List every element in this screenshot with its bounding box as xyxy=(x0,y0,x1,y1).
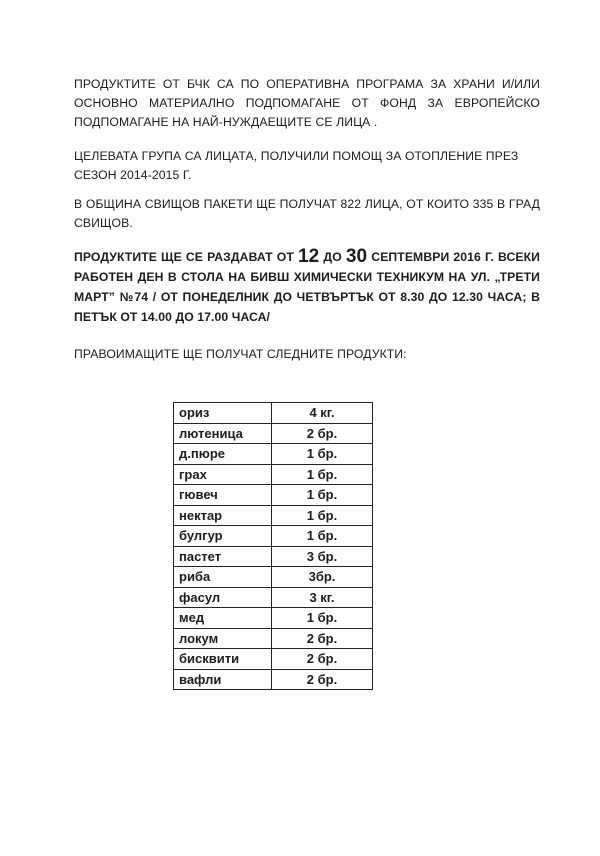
product-qty-cell: 1 бр. xyxy=(272,444,373,465)
table-row xyxy=(174,526,373,547)
schedule-text-b: ДО xyxy=(319,250,346,264)
product-qty-cell: 2 бр. xyxy=(272,628,373,649)
product-name-cell: фасул xyxy=(174,587,272,608)
table-row xyxy=(174,444,373,465)
table-row xyxy=(174,669,373,690)
paragraph-products-intro: ПРАВОИМАЩИТЕ ЩЕ ПОЛУЧАТ СЛЕДНИТЕ ПРОДУКТИ: xyxy=(74,347,407,361)
product-qty-cell: 1 бр. xyxy=(272,505,373,526)
product-qty-cell: 2 бр. xyxy=(272,423,373,444)
table-row xyxy=(174,505,373,526)
paragraph-distribution-schedule xyxy=(74,247,540,327)
product-qty-cell: 2 бр. xyxy=(272,649,373,670)
table-row xyxy=(174,649,373,670)
product-name-cell: пастет xyxy=(174,546,272,567)
product-name-cell: мед xyxy=(174,608,272,629)
product-name-cell: бисквити xyxy=(174,649,272,670)
products-table-body xyxy=(174,403,373,690)
table-row xyxy=(174,485,373,506)
product-name-cell: локум xyxy=(174,628,272,649)
table-row xyxy=(174,546,373,567)
product-qty-cell: 1 бр. xyxy=(272,485,373,506)
product-name-cell: нектар xyxy=(174,505,272,526)
table-row xyxy=(174,567,373,588)
table-row xyxy=(174,464,373,485)
product-name-cell: лютеница xyxy=(174,423,272,444)
schedule-day-to: 30 xyxy=(345,246,368,267)
table-row xyxy=(174,403,373,424)
table-row xyxy=(174,587,373,608)
product-name-cell: д.пюре xyxy=(174,444,272,465)
product-name-cell: булгур xyxy=(174,526,272,547)
schedule-day-from: 12 xyxy=(298,246,320,267)
product-name-cell: грах xyxy=(174,464,272,485)
paragraph-recipients-count: В ОБЩИНА СВИЩОВ ПАКЕТИ ЩЕ ПОЛУЧАТ 822 ЛИЦА, ОТ КОИТО 335 В ГРАД СВИЩОВ. xyxy=(74,197,540,230)
product-qty-cell: 1 бр. xyxy=(272,464,373,485)
paragraph-program-info: ПРОДУКТИТЕ ОТ БЧК СА ПО ОПЕРАТИВНА ПРОГРАМА ЗА ХРАНИ И/ИЛИ ОСНОВНО МАТЕРИАЛНО ПОДПОМАГАНЕ ОТ ФОНД ЗА ЕВРОПЕЙСКО ПОДПОМАГАНЕ НА НАЙ-НУЖДАЕЩИТЕ СЕ ЛИЦА . xyxy=(74,77,540,129)
product-name-cell: риба xyxy=(174,567,272,588)
product-qty-cell: 3бр. xyxy=(272,567,373,588)
product-qty-cell: 3 кг. xyxy=(272,587,373,608)
products-table xyxy=(173,402,373,690)
schedule-text-c: СЕПТЕМВРИ 2016 Г. ВСЕКИ РАБОТЕН ДЕН В СТОЛА НА БИВШ ХИМИЧЕСКИ ТЕХНИКУМ НА УЛ. „ТРЕТИ МАРТ” №74 / ОТ ПОНЕДЕЛНИК ДО ЧЕТВЪРТЪК ОТ 8.30 ДО 12.30 ЧАСА; В ПЕТЪК ОТ 14.00 ДО 17.00 ЧАСА/ xyxy=(74,250,540,324)
product-qty-cell: 3 бр. xyxy=(272,546,373,567)
table-row xyxy=(174,608,373,629)
table-row xyxy=(174,423,373,444)
product-name-cell: ориз xyxy=(174,403,272,424)
product-qty-cell: 2 бр. xyxy=(272,669,373,690)
schedule-text-a: ПРОДУКТИТЕ ЩЕ СЕ РАЗДАВАТ ОТ xyxy=(74,250,298,264)
product-qty-cell: 4 кг. xyxy=(272,403,373,424)
product-qty-cell: 1 бр. xyxy=(272,608,373,629)
product-name-cell: гювеч xyxy=(174,485,272,506)
paragraph-target-group: ЦЕЛЕВАТА ГРУПА СА ЛИЦАТА, ПОЛУЧИЛИ ПОМОЩ ЗА ОТОПЛЕНИЕ ПРЕЗ СЕЗОН 2014-2015 Г. xyxy=(74,149,519,182)
product-qty-cell: 1 бр. xyxy=(272,526,373,547)
table-row xyxy=(174,628,373,649)
product-name-cell: вафли xyxy=(174,669,272,690)
